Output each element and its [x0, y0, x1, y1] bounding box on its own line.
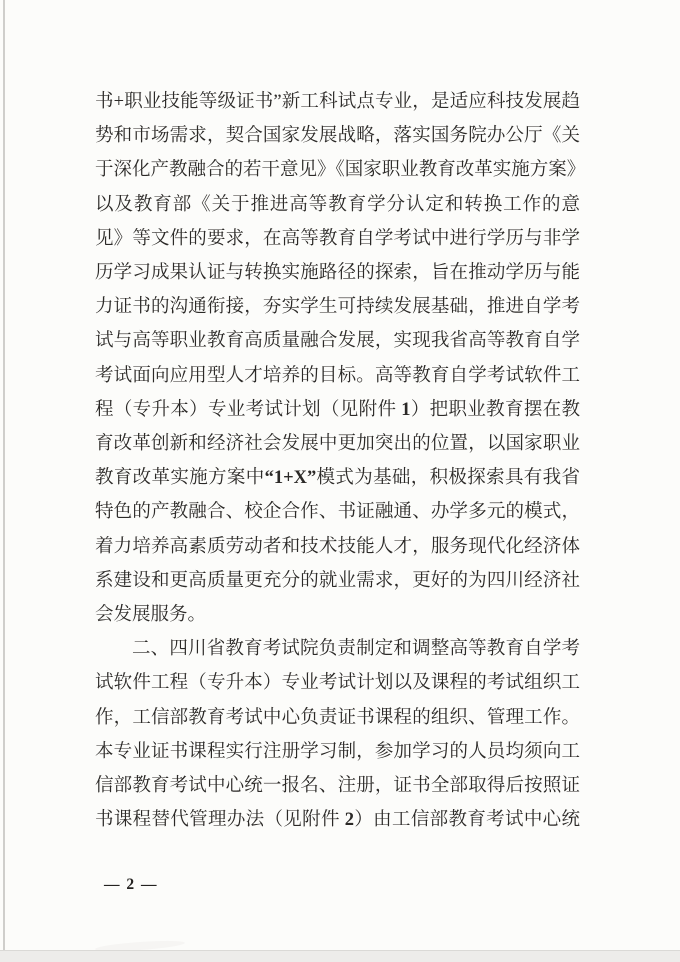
text-line: 见》等文件的要求，在高等教育自学考试中进行学历与非学 [95, 228, 580, 249]
text-line: 作，工信部教育考试中心负责证书课程的组织、管理工作。 [95, 707, 580, 728]
page-number: — 2 — [104, 876, 158, 893]
text-line: 书+职业技能等级证书”新工科试点专业，是适应科技发展趋 [95, 92, 580, 112]
bold-text: 1 [401, 399, 411, 420]
text-line: 信部教育考试中心统一报名、注册，证书全部取得后按照证 [95, 776, 580, 797]
text-line: 二、四川省教育考试院负责制定和调整高等教育自学考 [132, 639, 580, 660]
text-line: 试与高等职业教育高质量融合发展，实现我省高等教育自学 [95, 331, 580, 352]
bold-text: “1+X” [264, 468, 317, 489]
text-line: 教育改革实施方案中“1+X”模式为基础，积极探索具有我省 [95, 468, 580, 489]
text-line: 历学习成果认证与转换实施路径的探索，旨在推动学历与能 [95, 263, 580, 284]
scan-bottom-edge [0, 950, 680, 962]
text-line: 势和市场需求，契合国家发展战略，落实国务院办公厅《关 [95, 126, 580, 147]
bold-text: 2 [344, 810, 355, 831]
text-line: 力证书的沟通衔接，夯实学生可持续发展基础，推进自学考 [95, 297, 580, 318]
text-line: 考试面向应用型人才培养的目标。高等教育自学考试软件工 [95, 365, 580, 386]
text-line: 会发展服务。 [95, 605, 207, 626]
text-line: 本专业证书课程实行注册学习制，参加学习的人员均须向工 [95, 741, 580, 762]
text-line: 着力培养高素质劳动者和技术技能人才，服务现代化经济体 [95, 536, 580, 557]
text-line: 书课程替代管理办法（见附件 2）由工信部教育考试中心统 [95, 810, 580, 831]
document-text [95, 85, 586, 837]
text-line: 育改革创新和经济社会发展中更加突出的位置，以国家职业 [95, 434, 580, 455]
text-line: 以及教育部《关于推进高等教育学分认定和转换工作的意 [95, 194, 580, 215]
text-line: 于深化产教融合的若干意见》《国家职业教育改革实施方案》 [95, 160, 586, 181]
text-line: 特色的产教融合、校企合作、书证融通、办学多元的模式， [95, 502, 580, 523]
text-line: 试软件工程（专升本）专业考试计划以及课程的考试组织工 [95, 673, 580, 694]
text-line: 程（专升本）专业考试计划（见附件 1）把职业教育摆在教 [95, 399, 580, 420]
scan-edge-line [3, 0, 5, 951]
text-line: 系建设和更高质量更充分的就业需求，更好的为四川经济社 [95, 570, 580, 591]
